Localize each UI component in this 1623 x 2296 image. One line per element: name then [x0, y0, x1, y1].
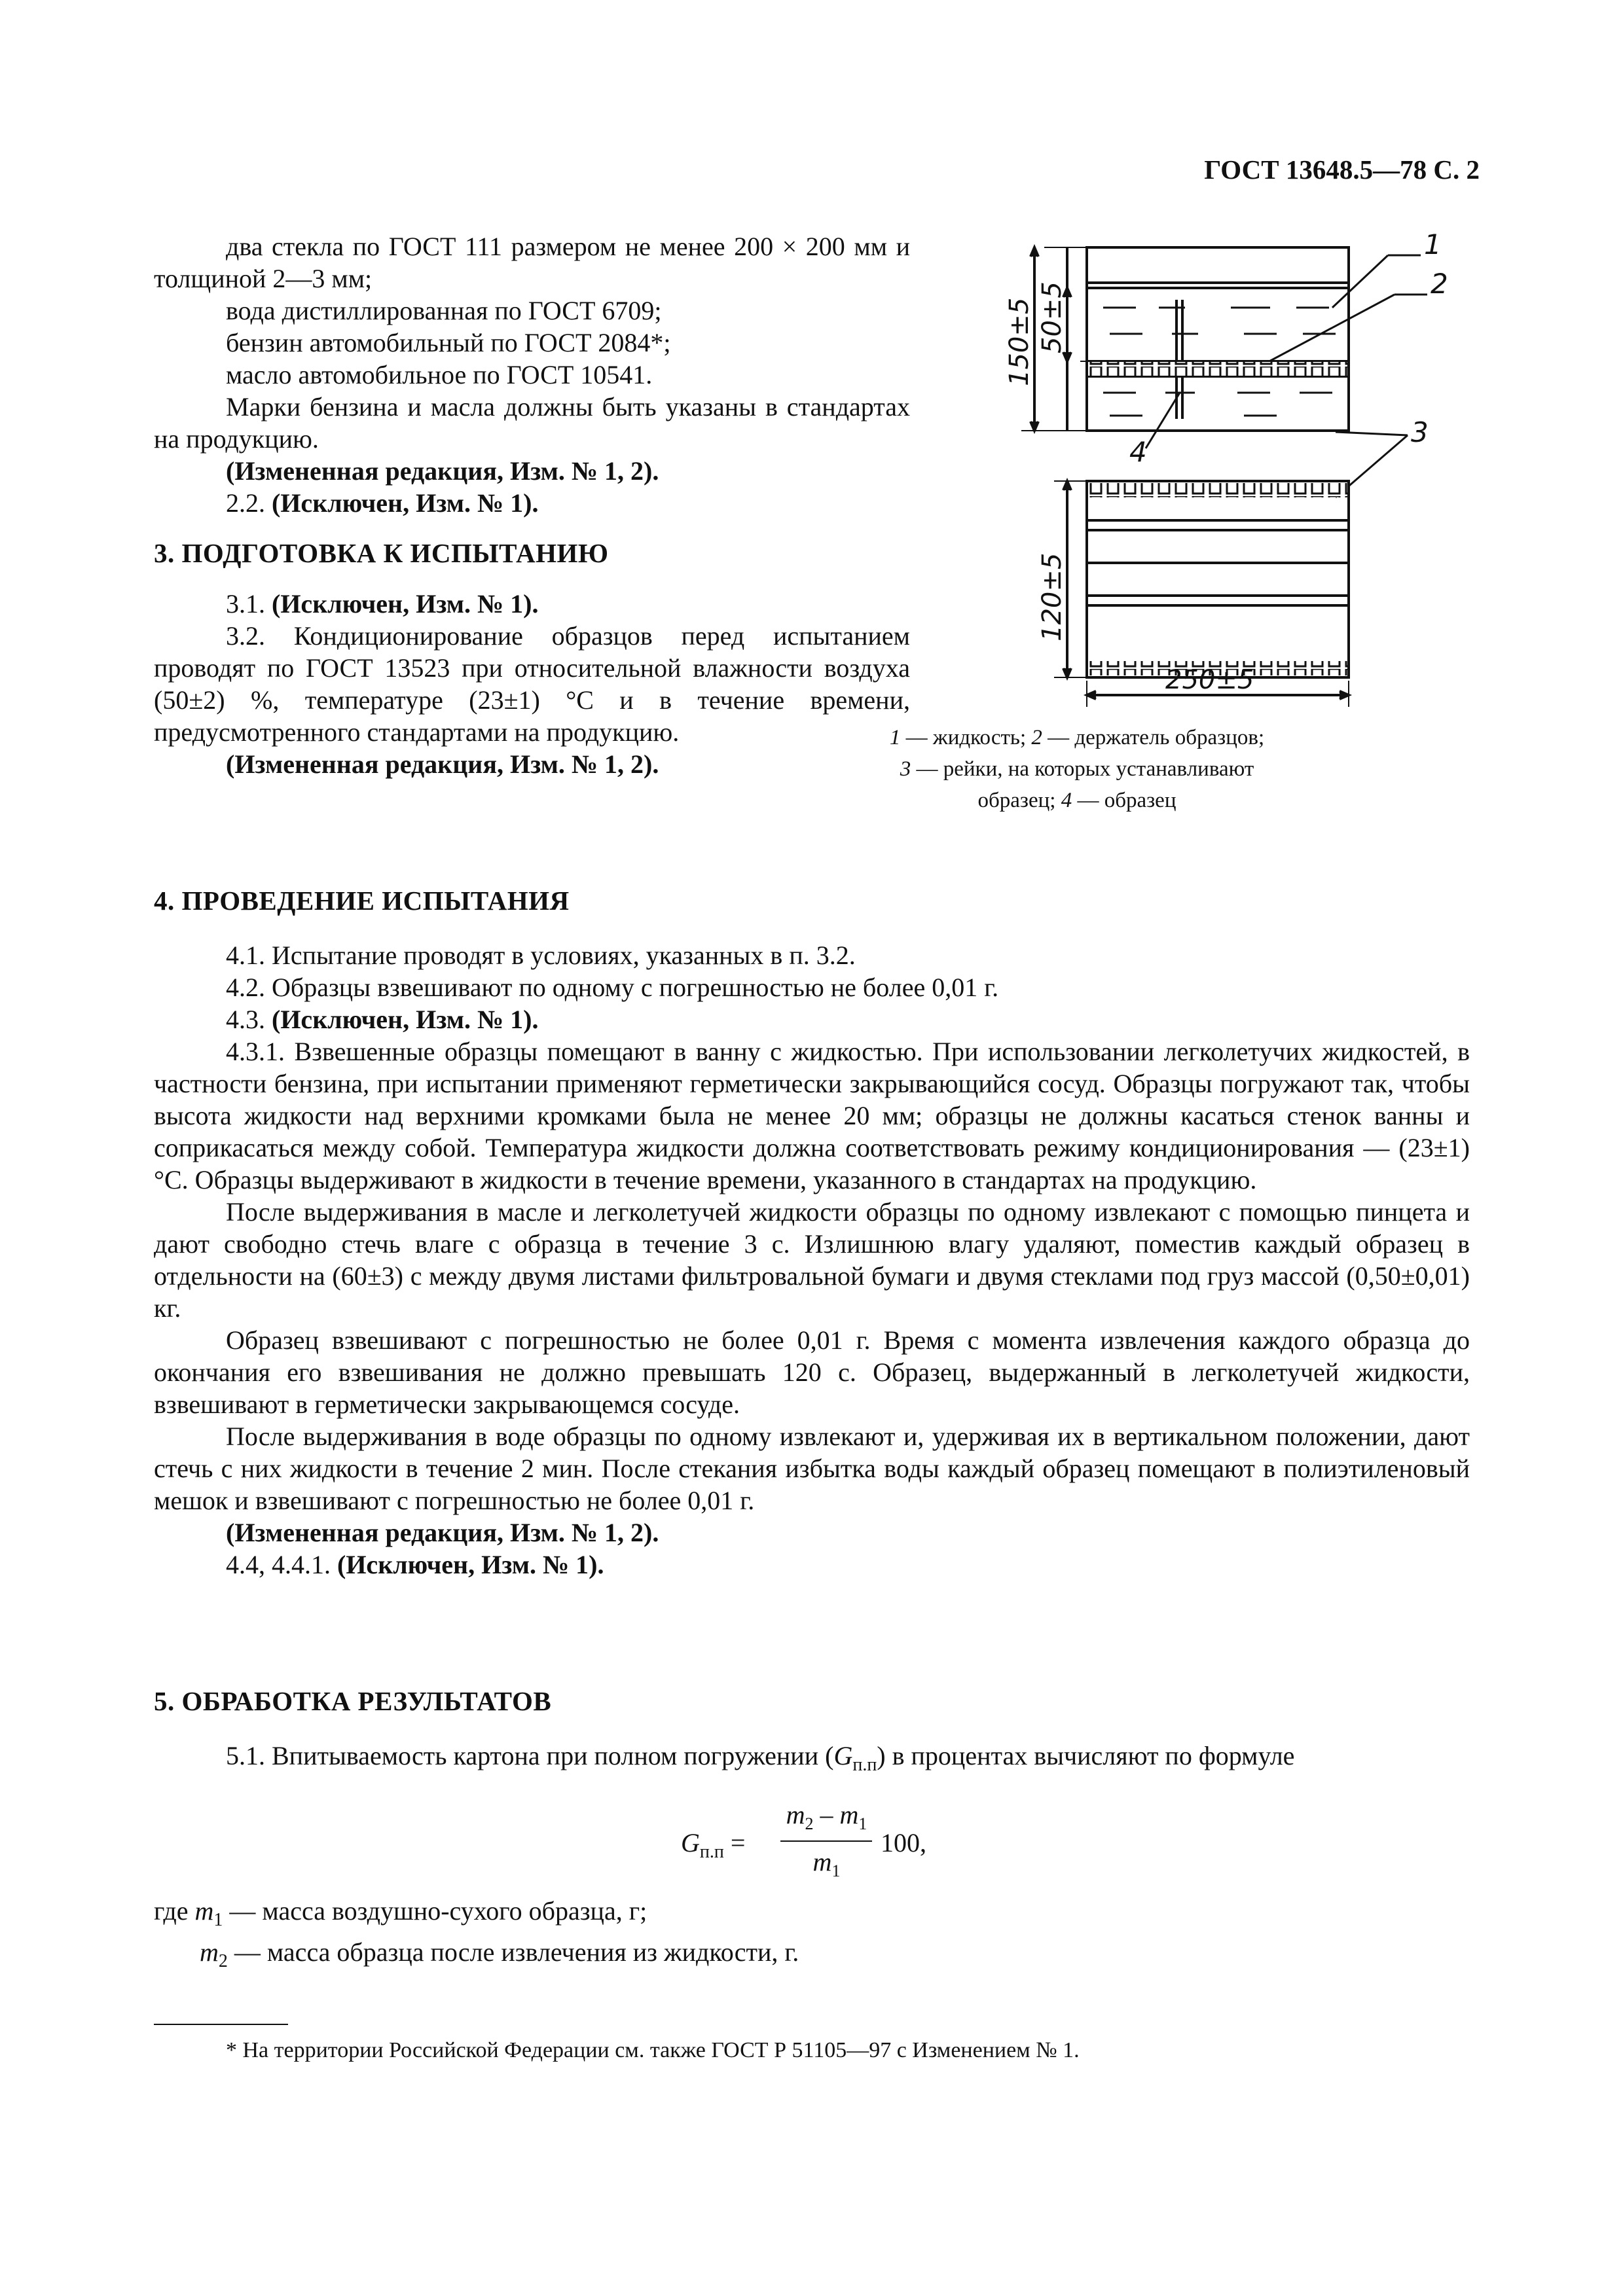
figure-caption: [717, 722, 1437, 816]
clause-number: 4.4, 4.4.1.: [226, 1550, 331, 1579]
symbol-subscript: п.п: [699, 1842, 724, 1862]
caption-text: — образец: [1072, 789, 1176, 812]
dimension-250: 250±5: [1165, 665, 1254, 695]
clause-2-2: [154, 487, 910, 519]
caption-line-2: [717, 753, 1437, 785]
figure-label-1: 1: [1424, 228, 1442, 260]
clause-text: (Исключен, Изм. № 1).: [272, 488, 539, 518]
clause-number: 2.2.: [226, 488, 265, 518]
figure-label-4: 4: [1129, 436, 1147, 468]
footnote-divider: [154, 2024, 288, 2025]
section-3-heading: 3. ПОДГОТОВКА К ИСПЫТАНИЮ: [154, 538, 609, 568]
amendment-note: (Измененная редакция, Изм. № 1, 2).: [226, 749, 659, 779]
formula-denominator: [779, 1846, 874, 1887]
materials-note: Марки бензина и масла должны быть указаны в стандартах на продукцию.: [154, 392, 910, 454]
section-4-heading: 4. ПРОВЕДЕНИЕ ИСПЫТАНИЯ: [154, 886, 570, 916]
rack-teeth: [1088, 362, 1347, 376]
rack-plan-outline: [1087, 481, 1349, 677]
formula-lhs: [681, 1827, 745, 1868]
materials-item-oil: масло автомобильное по ГОСТ 10541.: [226, 360, 653, 389]
definition-m2: [154, 1936, 1470, 1977]
section-5: [154, 1685, 1470, 1781]
dimension-150: 150±5: [1004, 297, 1034, 386]
paragraph-weighing: Образец взвешивают с погрешностью не более 0,01 г. Время с момента извлечения каждого образца до окончания его взвешивания не должно превышать 120 с. Образец, выдержанный в легколетучей жидкости, взвешивают в герметически закрывающемся сосуде.: [154, 1325, 1470, 1419]
symbol: m: [200, 1937, 219, 1967]
symbol: G: [681, 1828, 700, 1857]
caption-line-3: [717, 785, 1437, 816]
caption-text: — держатель образцов;: [1042, 726, 1265, 749]
absorption-formula: [681, 1799, 1008, 1884]
clause-4-4: [154, 1549, 1470, 1581]
symbol-subscript: 1: [831, 1861, 841, 1880]
clause-number: 4.3.: [226, 1005, 265, 1034]
symbol-subscript: 1: [858, 1814, 867, 1833]
clause-3-1: [154, 588, 910, 620]
clause-4-3: [154, 1003, 1470, 1035]
clause-5-1: [154, 1740, 1470, 1781]
clause-text: ) в процентах вычисляют по формуле: [877, 1741, 1295, 1770]
clause-4-3-1: 4.3.1. Взвешенные образцы помещают в ванну с жидкостью. При использовании легколетучих жидкостей, в частности бензина, при испытании применяют герметически закрывающийся сосуд. Образцы погружают так, чтобы высота жидкости над верхними кромками была не менее 20 мм; образцы не должны касаться стенок ванны и соприкасаться между собой. Температура жидкости должна соответствовать режиму кондиционирования — (23±1) °С. Образцы выдерживают в жидкости в течение времени, указанного в стандартах на продукцию.: [154, 1037, 1470, 1194]
caption-number: 1: [889, 726, 901, 749]
clause-text: (Исключен, Изм. № 1).: [272, 1005, 539, 1034]
formula-numerator: [779, 1799, 874, 1840]
dimension-120: 120±5: [1037, 552, 1067, 641]
materials-item-petrol: бензин автомобильный по ГОСТ 2084*;: [226, 328, 671, 357]
dimension-50: 50±5: [1037, 281, 1067, 353]
clause-4-1: 4.1. Испытание проводят в условиях, указанных в п. 3.2.: [226, 941, 856, 970]
paragraph-water: После выдерживания в воде образцы по одному извлекают и, удерживая их в вертикальном положении, дают стечь с них жидкости в течение 2 мин. После стекания избытка воды каждый образец помещают в полиэтиленовый мешок и взвешивают с погрешностью не более 0,01 г.: [154, 1422, 1470, 1515]
amendment-note: (Измененная редакция, Изм. № 1, 2).: [226, 456, 659, 486]
fraction-bar: [780, 1840, 872, 1842]
minus-sign: –: [813, 1800, 840, 1829]
formula-factor: 100,: [881, 1828, 926, 1857]
figure-label-3: 3: [1411, 416, 1429, 448]
figure-label-2: 2: [1431, 268, 1448, 300]
equals-sign: =: [730, 1828, 746, 1857]
caption-number: 3: [900, 757, 911, 781]
paragraph-drying: После выдерживания в масле и легколетучей жидкости образцы по одному извлекают с помощью пинцета и дают свободно стечь влаге с образца в течение 3 с. Излишнюю влагу удаляют, поместив каждый образец в отдельности на (60±3) с между двумя листами фильтровальной бумаги и двумя стеклами под груз массой (0,50±0,01) кг.: [154, 1197, 1470, 1323]
symbol: G: [833, 1741, 853, 1770]
symbol: m: [812, 1847, 832, 1876]
clause-4-2: 4.2. Образцы взвешивают по одному с погрешностью не более 0,01 г.: [226, 973, 999, 1002]
materials-item-water: вода дистиллированная по ГОСТ 6709;: [226, 296, 662, 325]
symbol-subscript: п.п: [852, 1755, 877, 1775]
definition-text: — масса воздушно-сухого образца, г;: [223, 1896, 647, 1926]
clause-text: 5.1. Впитываемость картона при полном погружении (: [226, 1741, 834, 1770]
section-4: [154, 885, 1470, 1581]
materials-item-glass: два стекла по ГОСТ 111 размером не менее 200 × 200 мм и толщиной 2—3 мм;: [154, 232, 910, 293]
symbol-definitions: [154, 1895, 1470, 1977]
footnote: * На территории Российской Федерации см. также ГОСТ Р 51105—97 с Изменением № 1.: [226, 2038, 1080, 2062]
clause-number: 3.1.: [226, 589, 265, 619]
symbol: m: [839, 1800, 859, 1829]
symbol-subscript: 1: [213, 1910, 223, 1930]
caption-number: 4: [1061, 789, 1072, 812]
left-column: [154, 230, 910, 780]
clause-text: (Исключен, Изм. № 1).: [337, 1550, 604, 1579]
symbol-subscript: 2: [218, 1951, 228, 1971]
definition-m1: [154, 1895, 1470, 1936]
caption-line-1: [717, 722, 1437, 753]
clause-text: (Исключен, Изм. № 1).: [272, 589, 539, 619]
where-word: где: [154, 1896, 195, 1926]
section-5-heading: 5. ОБРАБОТКА РЕЗУЛЬТАТОВ: [154, 1686, 552, 1716]
rack-teeth-top: [1088, 483, 1347, 497]
definition-text: — масса образца после извлечения из жидкости, г.: [227, 1937, 799, 1967]
caption-number: 2: [1031, 726, 1042, 749]
amendment-note: (Измененная редакция, Изм. № 1, 2).: [226, 1518, 659, 1547]
symbol: m: [194, 1896, 214, 1926]
page-header: ГОСТ 13648.5—78 С. 2: [1204, 154, 1480, 185]
symbol-subscript: 2: [805, 1814, 814, 1833]
caption-text: образец;: [977, 789, 1061, 812]
symbol: m: [786, 1800, 805, 1829]
caption-text: — жидкость;: [900, 726, 1032, 749]
caption-text: — рейки, на которых устанавливают: [911, 757, 1254, 781]
clause-3-2: 3.2. Кондиционирование образцов перед испытанием проводят по ГОСТ 13523 при относительной влажности воздуха (50±2) %, температуре (23±1) °С и в течение времени, предусмотренного стандартами на продукцию.: [154, 621, 910, 747]
test-bath-figure: [969, 223, 1493, 713]
